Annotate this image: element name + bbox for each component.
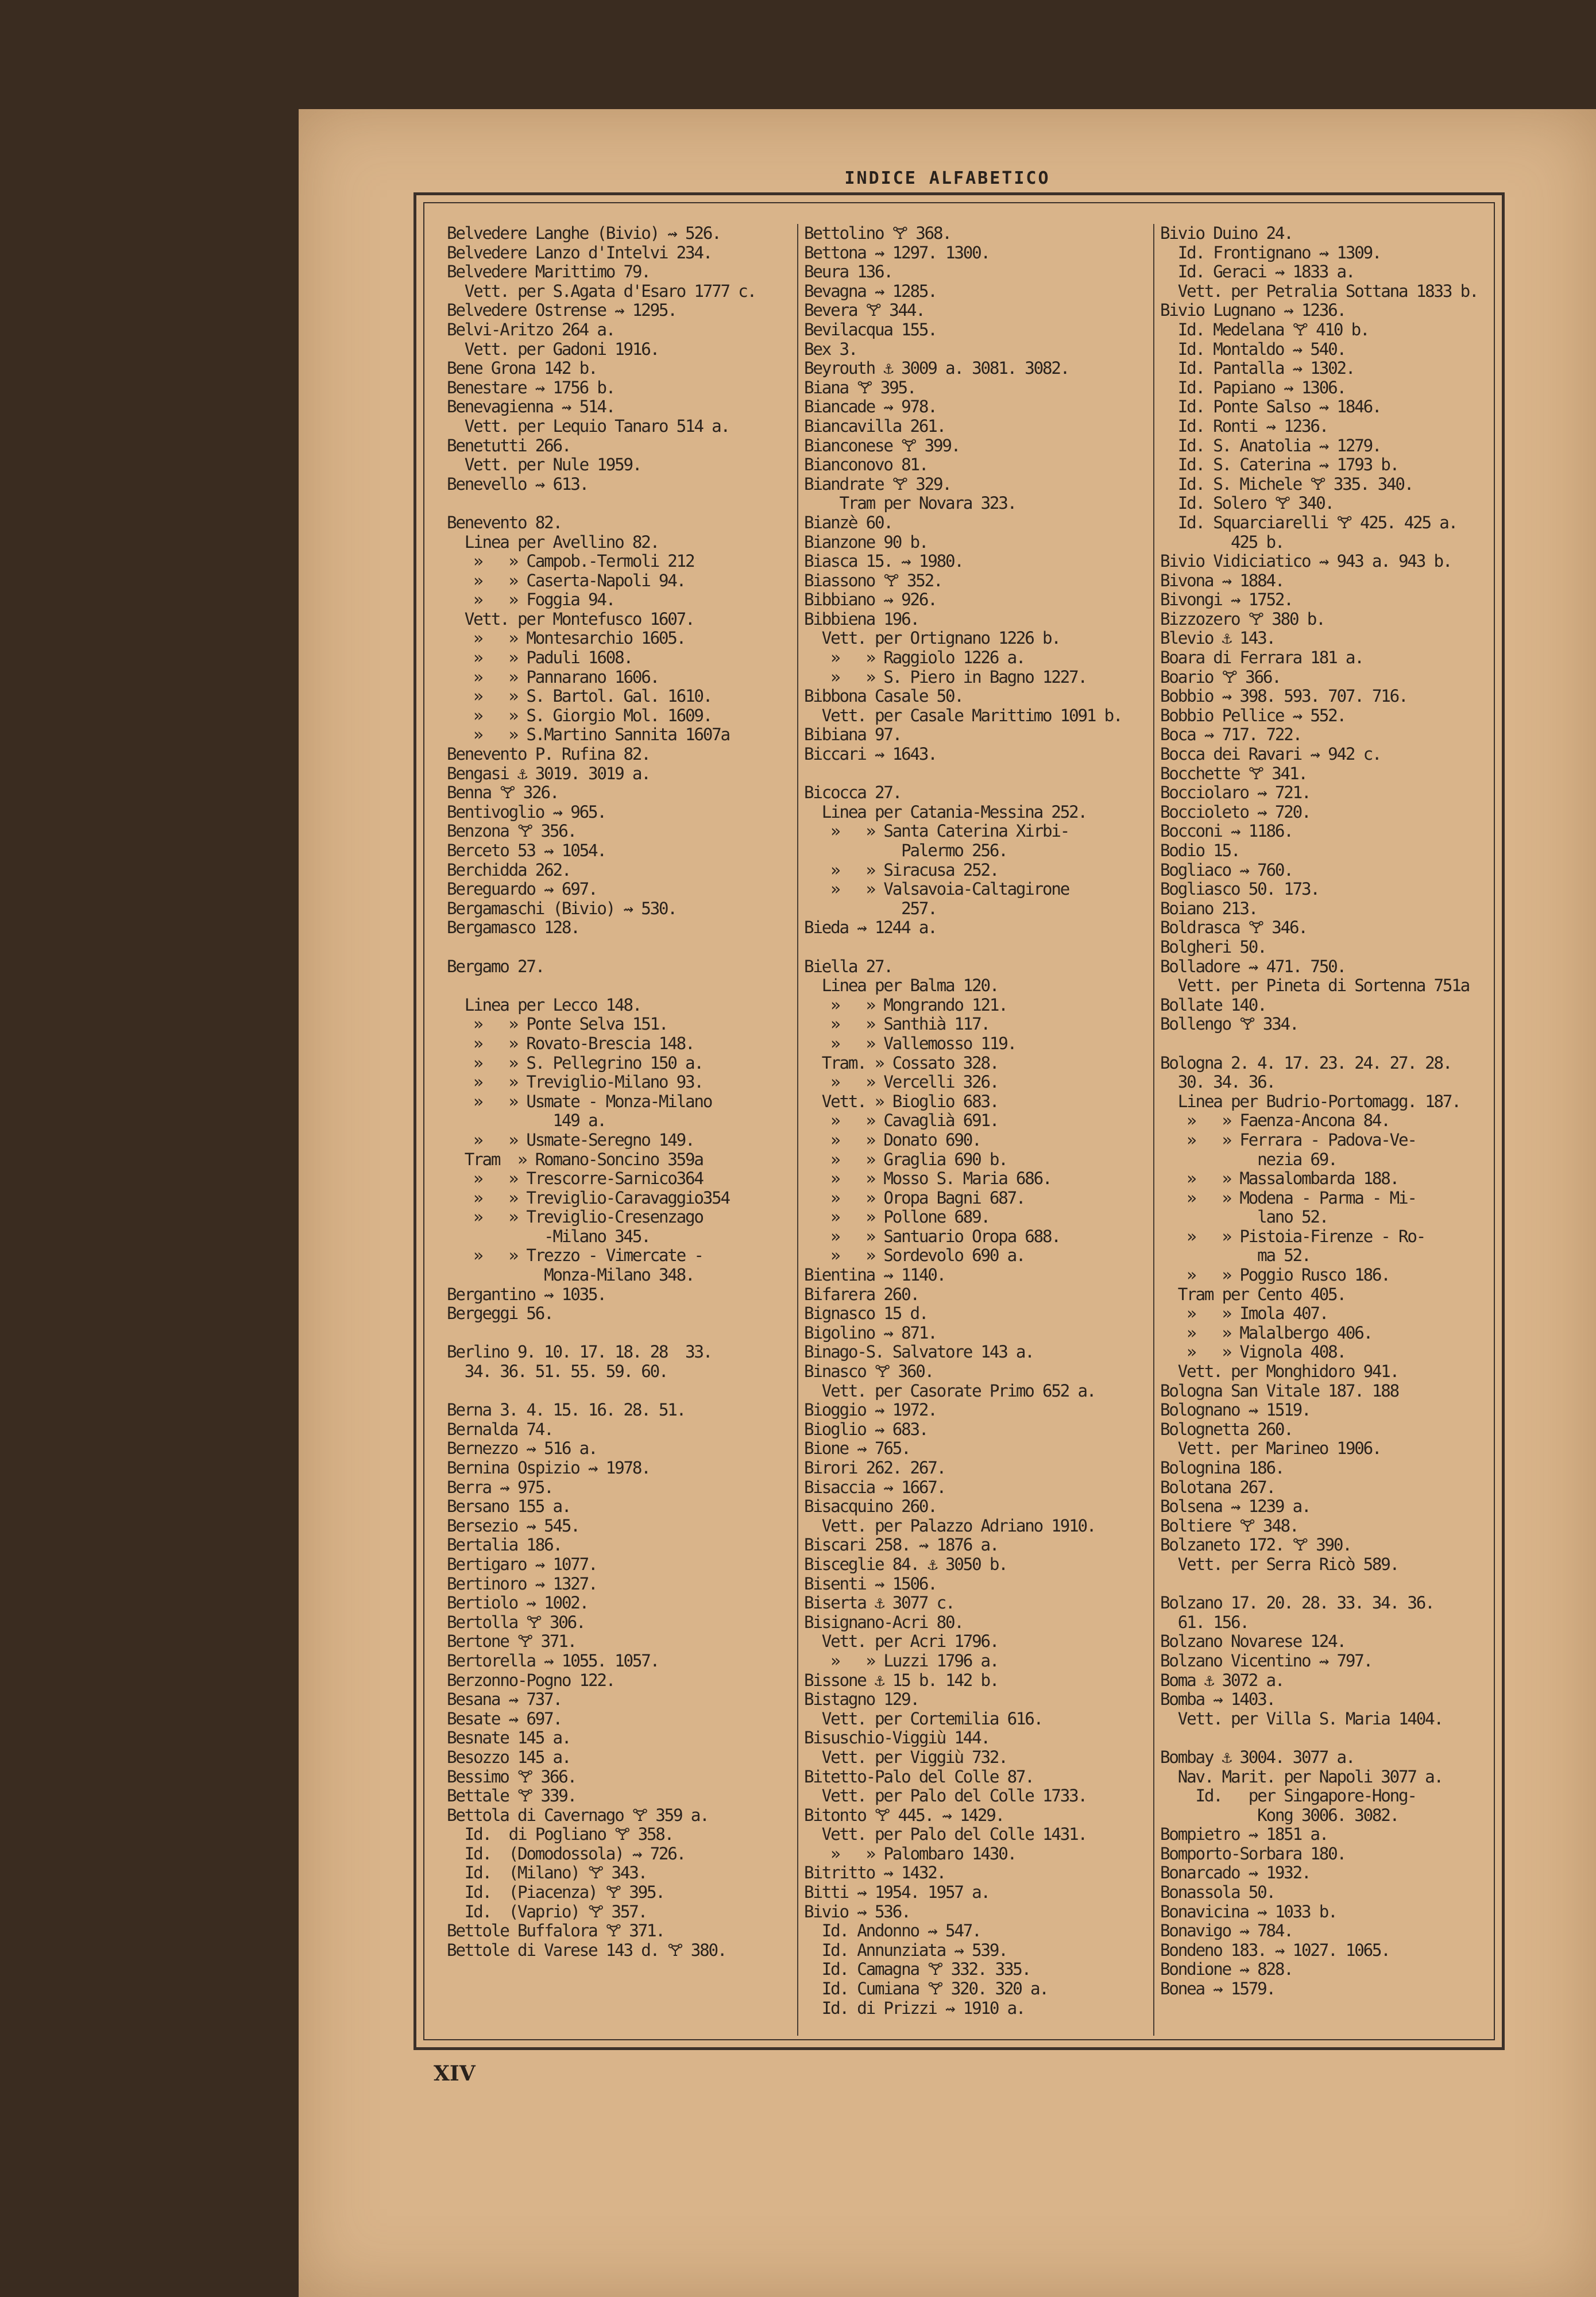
index-entry: ma 52. <box>1160 1246 1311 1266</box>
index-entry: Bologna 2. 4. 17. 23. 24. 27. 28. <box>1160 1053 1452 1073</box>
index-entry: Bettale 🝖 339. <box>447 1786 576 1806</box>
index-entry: Bisaccia ⇝ 1667. <box>804 1478 945 1497</box>
index-entry: Bitetto-Palo del Colle 87. <box>804 1767 1034 1786</box>
index-entry: Vett. per Ortignano 1226 b. <box>804 629 1060 648</box>
index-entry: Id. S. Anatolia ⇝ 1279. <box>1160 436 1381 455</box>
index-entry: Bollate 140. <box>1160 995 1266 1015</box>
index-entry: Vett. per Villa S. Maria 1404. <box>1160 1709 1443 1728</box>
index-entry: Id. Solero 🝖 340. <box>1160 494 1334 513</box>
index-entry: Bex 3. <box>804 339 857 359</box>
index-entry: Bertigaro ⇝ 1077. <box>447 1554 597 1574</box>
index-entry: Bomba ⇝ 1403. <box>1160 1690 1275 1710</box>
index-entry: » » Valsavoia-Caltagirone <box>804 880 1069 899</box>
index-entry: Berna 3. 4. 15. 16. 28. 51. <box>447 1401 686 1420</box>
index-entry: Bobbio ⇝ 398. 593. 707. 716. <box>1160 687 1408 706</box>
index-entry: Linea per Budrio-Portomagg. 187. <box>1160 1092 1460 1111</box>
index-entry: Bevilacqua 155. <box>804 320 937 339</box>
index-entry: Boccioleto ⇝ 720. <box>1160 802 1311 822</box>
index-entry: Tram per Novara 323. <box>804 494 1016 513</box>
index-entry: Vett. per Casale Marittimo 1091 b. <box>804 706 1122 725</box>
index-entry: » » Oropa Bagni 687. <box>804 1188 1025 1208</box>
index-entry: Vett. per Marineo 1906. <box>1160 1439 1381 1459</box>
index-entry: Id. Geraci ⇝ 1833 a. <box>1160 262 1355 282</box>
index-entry: Bistagno 129. <box>804 1690 919 1710</box>
index-entry: » » Foggia 94. <box>447 590 615 610</box>
index-entry: » » Vercelli 326. <box>804 1073 999 1092</box>
index-entry: » » Paduli 1608. <box>447 648 632 668</box>
index-entry: Berzonno-Pogno 122. <box>447 1670 615 1690</box>
index-column-2 <box>804 224 1140 2018</box>
index-entry: Bogliaco ⇝ 760. <box>1160 860 1293 880</box>
index-entry: 149 a. <box>447 1111 606 1131</box>
index-entry: Bifarera 260. <box>804 1285 919 1304</box>
index-entry <box>447 494 783 513</box>
page-number: XIV <box>434 2062 476 2086</box>
index-entry: Boara di Ferrara 181 a. <box>1160 648 1363 668</box>
index-entry: Bolzano Novarese 124. <box>1160 1632 1346 1652</box>
index-entry: Vett. per Petralia Sottana 1833 b. <box>1160 281 1478 301</box>
index-entry: Bianzè 60. <box>804 513 892 532</box>
index-entry: Bettole Buffalora 🝖 371. <box>447 1921 664 1941</box>
index-entry: » » Poggio Rusco 186. <box>1160 1266 1390 1285</box>
index-entry: Bivio ⇝ 536. <box>804 1902 910 1921</box>
index-entry: Vett. per Cortemilia 616. <box>804 1709 1043 1728</box>
index-entry: » » Mongrando 121. <box>804 995 1007 1015</box>
index-entry: Bivongi ⇝ 1752. <box>1160 590 1293 610</box>
index-entry: Vett. per Montefusco 1607. <box>447 609 694 629</box>
index-entry: » » Santuario Oropa 688. <box>804 1227 1060 1246</box>
index-entry: » » Treviglio-Cresenzago <box>447 1208 703 1227</box>
index-entry: Bignasco 15 d. <box>804 1304 928 1324</box>
index-entry: Bitti ⇝ 1954. 1957 a. <box>804 1883 990 1902</box>
column-rule <box>797 224 798 2036</box>
index-entry: Biancade ⇝ 978. <box>804 397 937 417</box>
index-entry: Berchidda 262. <box>447 860 571 880</box>
index-entry: Vett. per Serra Ricò 589. <box>1160 1554 1399 1574</box>
index-entry: » » Pannarano 1606. <box>447 667 659 687</box>
index-entry: » » S. Bartol. Gal. 1610. <box>447 687 712 706</box>
index-entry: Bombay ⚓ 3004. 3077 a. <box>1160 1747 1355 1767</box>
index-entry <box>447 1324 783 1343</box>
index-entry: Bivio Lugnano ⇝ 1236. <box>1160 301 1346 320</box>
index-entry: Bolladore ⇝ 471. 750. <box>1160 957 1346 976</box>
index-entry: Id. Cumiana 🝖 320. 320 a. <box>804 1979 1048 1999</box>
index-entry: Bibbona Casale 50. <box>804 687 963 706</box>
index-entry: » » Modena - Parma - Mi- <box>1160 1188 1416 1208</box>
index-entry: Bianconovo 81. <box>804 455 928 475</box>
index-entry: Bibbiena 196. <box>804 609 919 629</box>
index-entry: Bivio Duino 24. <box>1160 224 1293 243</box>
index-entry: Bettole di Varese 143 d. 🝖 380. <box>447 1940 726 1960</box>
index-entry: » » Vallemosso 119. <box>804 1034 1016 1053</box>
index-entry: Vett. per Lequio Tanaro 514 a. <box>447 416 729 436</box>
index-entry <box>1160 1034 1496 1054</box>
index-entry: Bonea ⇝ 1579. <box>1160 1979 1275 1999</box>
index-entry: Bolzano 17. 20. 28. 33. 34. 36. <box>1160 1594 1434 1613</box>
index-entry: » » Sordevolo 690 a. <box>804 1246 1025 1266</box>
index-entry: Bocconi ⇝ 1186. <box>1160 822 1293 841</box>
index-entry: Bivona ⇝ 1884. <box>1160 571 1284 590</box>
column-rule <box>1153 224 1154 2036</box>
index-entry: Biana 🝖 395. <box>804 378 916 397</box>
index-entry: Bianzone 90 b. <box>804 532 928 552</box>
index-entry: Bisceglie 84. ⚓ 3050 b. <box>804 1554 1007 1574</box>
index-entry: Bolognetta 260. <box>1160 1420 1293 1439</box>
index-entry: Boiano 213. <box>1160 899 1258 918</box>
index-entry: » » Treviglio-Caravaggio354 <box>447 1188 729 1208</box>
index-entry: Vett. per Gadoni 1916. <box>447 339 659 359</box>
index-entry: Id. Pantalla ⇝ 1302. <box>1160 359 1355 378</box>
index-entry: Benna 🝖 326. <box>447 783 559 803</box>
index-entry: Belvedere Langhe (Bivio) ⇝ 526. <box>447 224 721 243</box>
index-entry: Vett. per Monghidoro 941. <box>1160 1362 1399 1382</box>
index-entry: Id. Annunziata ⇝ 539. <box>804 1940 1007 1960</box>
index-entry: » » Usmate - Monza-Milano <box>447 1092 712 1111</box>
index-entry: Biandrate 🝖 329. <box>804 474 951 494</box>
index-entry: Besana ⇝ 737. <box>447 1690 562 1710</box>
index-entry: Vett. » Bioglio 683. <box>804 1092 999 1111</box>
index-entry: Berceto 53 ⇝ 1054. <box>447 841 606 860</box>
index-entry: Bocchette 🝖 341. <box>1160 764 1307 783</box>
index-entry: Benzona 🝖 356. <box>447 822 576 841</box>
index-entry: Benevagienna ⇝ 514. <box>447 397 615 417</box>
index-entry: » » Rovato-Brescia 148. <box>447 1034 694 1053</box>
index-entry: Monza-Milano 348. <box>447 1266 694 1285</box>
index-entry: Bertone 🝖 371. <box>447 1632 576 1652</box>
index-entry <box>447 976 783 996</box>
index-entry: » » S. Piero in Bagno 1227. <box>804 667 1087 687</box>
index-entry: Berra ⇝ 975. <box>447 1478 553 1497</box>
index-entry: » » S. Pellegrino 150 a. <box>447 1053 703 1073</box>
index-entry: » » Mosso S. Maria 686. <box>804 1169 1052 1189</box>
index-entry: Nav. Marit. per Napoli 3077 a. <box>1160 1767 1443 1786</box>
index-entry: Tram per Cento 405. <box>1160 1285 1346 1304</box>
index-entry: Benevento 82. <box>447 513 562 532</box>
index-entry: -Milano 345. <box>447 1227 650 1246</box>
index-entry: lano 52. <box>1160 1208 1328 1227</box>
index-entry: Bibbiano ⇝ 926. <box>804 590 937 610</box>
index-entry: Bergamaschi (Bivio) ⇝ 530. <box>447 899 677 918</box>
index-entry: Bocciolaro ⇝ 721. <box>1160 783 1311 803</box>
index-entry: » » S.Martino Sannita 1607a <box>447 725 729 745</box>
index-entry: Biassono 🝖 352. <box>804 571 942 590</box>
index-entry: 34. 36. 51. 55. 59. 60. <box>447 1362 668 1382</box>
index-entry: Bisuschio-Viggiù 144. <box>804 1728 990 1748</box>
index-entry: Tram. » Cossato 328. <box>804 1053 999 1073</box>
index-entry: » » Caserta-Napoli 94. <box>447 571 686 590</box>
index-entry: Boldrasca 🝖 346. <box>1160 918 1307 938</box>
index-entry: Boma ⚓ 3072 a. <box>1160 1670 1284 1690</box>
index-entry: Bomporto-Sorbara 180. <box>1160 1844 1346 1863</box>
index-entry: » » Trescorre-Sarnico364 <box>447 1169 703 1189</box>
index-entry: 257. <box>804 899 937 918</box>
index-entry: Bientina ⇝ 1140. <box>804 1266 945 1285</box>
index-entry: » » Vignola 408. <box>1160 1343 1346 1362</box>
index-entry: » » Campob.-Termoli 212 <box>447 552 694 571</box>
index-entry: Boca ⇝ 717. 722. <box>1160 725 1301 745</box>
index-entry: Id. di Prizzi ⇝ 1910 a. <box>804 1998 1025 2018</box>
index-entry: Berlino 9. 10. 17. 18. 28 33. <box>447 1343 712 1362</box>
index-entry <box>804 938 1140 957</box>
index-entry: Belvedere Marittimo 79. <box>447 262 650 282</box>
index-entry <box>804 764 1140 784</box>
index-entry: Vett. per Palazzo Adriano 1910. <box>804 1516 1096 1536</box>
index-entry: Bonassola 50. <box>1160 1883 1275 1902</box>
index-entry: » » S. Giorgio Mol. 1609. <box>447 706 712 725</box>
index-entry: Bertolla 🝖 306. <box>447 1612 585 1632</box>
index-entry: Bolgheri 50. <box>1160 937 1266 957</box>
index-entry: Kong 3006. 3082. <box>1160 1805 1399 1825</box>
index-entry: Id. Montaldo ⇝ 540. <box>1160 339 1346 359</box>
index-entry: Id. di Pogliano 🝖 358. <box>447 1825 674 1844</box>
index-entry: Id. Frontignano ⇝ 1309. <box>1160 243 1381 262</box>
index-entry: Linea per Catania-Messina 252. <box>804 802 1087 822</box>
index-entry: Bondione ⇝ 828. <box>1160 1960 1293 1979</box>
index-entry: Id. (Domodossola) ⇝ 726. <box>447 1844 686 1863</box>
index-entry: » » Graglia 690 b. <box>804 1150 1007 1169</box>
index-entry: Bereguardo ⇝ 697. <box>447 880 597 899</box>
index-entry: Bompietro ⇝ 1851 a. <box>1160 1825 1328 1844</box>
index-entry: Binago-S. Salvatore 143 a. <box>804 1343 1034 1362</box>
index-entry: Bisacquino 260. <box>804 1497 937 1517</box>
index-entry: Bevera 🝖 344. <box>804 301 925 320</box>
index-entry <box>447 938 783 957</box>
index-entry: Benevello ⇝ 613. <box>447 474 588 494</box>
index-entry: » » Pistoia-Firenze - Ro- <box>1160 1227 1425 1246</box>
index-entry: Biserta ⚓ 3077 c. <box>804 1594 954 1613</box>
index-entry: » » Imola 407. <box>1160 1304 1328 1324</box>
index-entry <box>447 1382 783 1401</box>
index-entry: Bettona ⇝ 1297. 1300. <box>804 243 990 262</box>
index-entry: Bettolino 🝖 368. <box>804 224 951 243</box>
index-entry: Besate ⇝ 697. <box>447 1709 562 1728</box>
index-entry: Id. Ponte Salso ⇝ 1846. <box>1160 397 1381 417</box>
index-entry: Bertiolo ⇝ 1002. <box>447 1594 588 1613</box>
index-entry: Besnate 145 a. <box>447 1728 571 1748</box>
index-entry: Bolzano Vicentino ⇝ 797. <box>1160 1651 1372 1670</box>
index-entry: Bernezzo ⇝ 516 a. <box>447 1439 597 1459</box>
index-entry: Boario 🝖 366. <box>1160 667 1281 687</box>
index-entry: Biscari 258. ⇝ 1876 a. <box>804 1536 999 1555</box>
index-entry: » » Santa Caterina Xirbi- <box>804 822 1069 841</box>
index-entry: Linea per Avellino 82. <box>447 532 659 552</box>
index-entry: 61. 156. <box>1160 1612 1249 1632</box>
index-entry: Bergantino ⇝ 1035. <box>447 1285 606 1304</box>
index-entry: Bissone ⚓ 15 b. 142 b. <box>804 1670 999 1690</box>
index-entry: Binasco 🝖 360. <box>804 1362 933 1382</box>
index-entry: Bigolino ⇝ 871. <box>804 1323 937 1343</box>
index-entry: Benestare ⇝ 1756 b. <box>447 378 615 397</box>
index-entry: Bertalia 186. <box>447 1536 562 1555</box>
index-entry: Bisenti ⇝ 1506. <box>804 1574 937 1594</box>
index-entry: » » Usmate-Seregno 149. <box>447 1130 694 1150</box>
page-header: INDICE ALFABETICO <box>844 168 1050 188</box>
index-entry: Vett. per Pineta di Sortenna 751a <box>1160 976 1470 996</box>
index-entry: Belvi-Aritzo 264 a. <box>447 320 615 339</box>
index-entry: Bollengo 🝖 334. <box>1160 1015 1299 1034</box>
index-entry: » » Trezzo - Vimercate - <box>447 1246 703 1266</box>
index-entry: Bolognina 186. <box>1160 1459 1284 1478</box>
index-entry <box>1160 1575 1496 1594</box>
index-entry: » » Donato 690. <box>804 1130 981 1150</box>
index-entry: Palermo 256. <box>804 841 1007 860</box>
index-entry: Bivio Vidiciatico ⇝ 943 a. 943 b. <box>1160 552 1452 571</box>
index-entry: Id. (Piacenza) 🝖 395. <box>447 1883 664 1902</box>
index-entry: Id. Camagna 🝖 332. 335. <box>804 1960 1031 1979</box>
index-entry: Linea per Balma 120. <box>804 976 999 996</box>
index-entry: Bengasi ⚓ 3019. 3019 a. <box>447 764 650 783</box>
index-entry: Bertinoro ⇝ 1327. <box>447 1574 597 1594</box>
index-entry: Bicocca 27. <box>804 783 902 803</box>
index-entry: Bitonto 🝖 445. ⇝ 1429. <box>804 1805 1004 1825</box>
index-entry: Bersano 155 a. <box>447 1497 571 1517</box>
index-entry: Tram » Romano-Soncino 359a <box>447 1150 703 1169</box>
index-entry: » » Ponte Selva 151. <box>447 1015 668 1034</box>
index-entry: 425 b. <box>1160 532 1284 552</box>
index-entry: Bonavicina ⇝ 1033 b. <box>1160 1902 1337 1921</box>
index-entry: » » Faenza-Ancona 84. <box>1160 1111 1390 1131</box>
index-entry: » » Palombaro 1430. <box>804 1844 1016 1863</box>
index-entry: Bessimo 🝖 366. <box>447 1767 576 1786</box>
index-entry: Blevio ⚓ 143. <box>1160 629 1275 648</box>
index-entry: » » Malalbergo 406. <box>1160 1323 1372 1343</box>
index-entry: Id. per Singapore-Hong- <box>1160 1786 1416 1806</box>
index-entry: Bergeggi 56. <box>447 1304 553 1324</box>
index-entry: Bisignano-Acri 80. <box>804 1612 963 1632</box>
index-entry: Biella 27. <box>804 957 892 976</box>
index-entry: Bondeno 183. ⇝ 1027. 1065. <box>1160 1940 1390 1960</box>
index-entry: » » Treviglio-Milano 93. <box>447 1073 703 1092</box>
index-entry: Bioglio ⇝ 683. <box>804 1420 928 1439</box>
index-entry: Biasca 15. ⇝ 1980. <box>804 552 963 571</box>
index-entry: Bologna San Vitale 187. 188 <box>1160 1381 1399 1401</box>
index-entry: Belvedere Lanzo d'Intelvi 234. <box>447 243 712 262</box>
index-entry: Bernina Ospizio ⇝ 1978. <box>447 1459 650 1478</box>
index-entry: Vett. per Palo del Colle 1733. <box>804 1786 1087 1806</box>
index-entry: » » Montesarchio 1605. <box>447 629 686 648</box>
index-entry: » » Pollone 689. <box>804 1208 990 1227</box>
index-entry: Id. Papiano ⇝ 1306. <box>1160 378 1346 397</box>
index-entry: Linea per Lecco 148. <box>447 995 642 1015</box>
index-entry: Bolotana 267. <box>1160 1478 1275 1497</box>
index-entry: Biancavilla 261. <box>804 416 945 436</box>
index-entry: Id. S. Michele 🝖 335. 340. <box>1160 474 1413 494</box>
index-entry <box>1160 1728 1496 1748</box>
index-entry: » » Cavaglià 691. <box>804 1111 999 1131</box>
index-entry: Id. (Milano) 🝖 343. <box>447 1863 647 1883</box>
index-entry: Bersezio ⇝ 545. <box>447 1516 579 1536</box>
index-entry: Vett. per Nule 1959. <box>447 455 642 475</box>
index-entry: nezia 69. <box>1160 1150 1337 1169</box>
index-entry: Id. S. Caterina ⇝ 1793 b. <box>1160 455 1399 475</box>
index-entry: Bione ⇝ 765. <box>804 1439 910 1459</box>
index-entry: Id. Squarciarelli 🝖 425. 425 a. <box>1160 513 1458 532</box>
index-entry: Bettola di Cavernago 🝖 359 a. <box>447 1805 709 1825</box>
index-column-1 <box>447 224 783 1960</box>
index-entry: Bertorella ⇝ 1055. 1057. <box>447 1651 659 1670</box>
index-entry: 30. 34. 36. <box>1160 1073 1275 1092</box>
index-column-3 <box>1160 224 1496 1999</box>
index-entry: Besozzo 145 a. <box>447 1747 571 1767</box>
index-entry: » » Ferrara - Padova-Ve- <box>1160 1130 1416 1150</box>
index-entry: Vett. per Viggiù 732. <box>804 1747 1007 1767</box>
index-entry: Beyrouth ⚓ 3009 a. 3081. 3082. <box>804 359 1069 378</box>
index-entry: Vett. per S.Agata d'Esaro 1777 c. <box>447 281 756 301</box>
index-entry: Bernalda 74. <box>447 1420 553 1439</box>
index-entry: Vett. per Palo del Colle 1431. <box>804 1825 1087 1844</box>
index-entry: Bentivoglio ⇝ 965. <box>447 802 606 822</box>
index-entry: Bene Grona 142 b. <box>447 359 597 378</box>
index-entry: » » Siracusa 252. <box>804 860 999 880</box>
index-entry: Bobbio Pellice ⇝ 552. <box>1160 706 1346 725</box>
index-entry: Biccari ⇝ 1643. <box>804 745 937 764</box>
index-entry: Bergamasco 128. <box>447 918 579 938</box>
book-page <box>299 109 1596 2297</box>
index-entry: Bizzozero 🝖 380 b. <box>1160 609 1325 629</box>
index-entry: Vett. per Casorate Primo 652 a. <box>804 1381 1096 1401</box>
index-entry: Bogliasco 50. 173. <box>1160 880 1319 899</box>
index-entry: Bergamo 27. <box>447 957 544 976</box>
index-entry: Benetutti 266. <box>447 436 571 455</box>
index-entry: Id. Andonno ⇝ 547. <box>804 1921 981 1941</box>
index-entry: Bolsena ⇝ 1239 a. <box>1160 1497 1311 1517</box>
index-entry: Bitritto ⇝ 1432. <box>804 1863 945 1883</box>
index-entry: Bonarcado ⇝ 1932. <box>1160 1863 1311 1883</box>
index-entry: » » Massalombarda 188. <box>1160 1169 1399 1189</box>
index-entry: Bodio 15. <box>1160 841 1240 860</box>
index-entry: Belvedere Ostrense ⇝ 1295. <box>447 301 677 320</box>
index-entry: Bonavigo ⇝ 784. <box>1160 1921 1293 1941</box>
index-entry: Bioggio ⇝ 1972. <box>804 1401 937 1420</box>
index-entry: Id. Medelana 🝖 410 b. <box>1160 320 1369 339</box>
index-entry: » » Luzzi 1796 a. <box>804 1651 999 1670</box>
index-entry: Beura 136. <box>804 262 892 282</box>
index-entry: Birori 262. 267. <box>804 1459 945 1478</box>
index-entry: » » Santhià 117. <box>804 1015 990 1034</box>
index-entry: Bibiana 97. <box>804 725 902 745</box>
index-entry: Bolzaneto 172. 🝖 390. <box>1160 1536 1351 1555</box>
index-entry: Bevagna ⇝ 1285. <box>804 281 937 301</box>
index-entry: Bieda ⇝ 1244 a. <box>804 918 937 938</box>
index-entry: Bianconese 🝖 399. <box>804 436 960 455</box>
index-entry: » » Raggiolo 1226 a. <box>804 648 1025 668</box>
index-entry: Vett. per Acri 1796. <box>804 1632 999 1652</box>
index-entry: Id. (Vaprio) 🝖 357. <box>447 1902 647 1921</box>
index-entry: Bolognano ⇝ 1519. <box>1160 1401 1311 1420</box>
index-entry: Boltiere 🝖 348. <box>1160 1516 1299 1536</box>
index-entry: Benevento P. Rufina 82. <box>447 745 650 764</box>
index-entry: Id. Ronti ⇝ 1236. <box>1160 416 1328 436</box>
index-entry: Bocca dei Ravari ⇝ 942 c. <box>1160 745 1381 764</box>
